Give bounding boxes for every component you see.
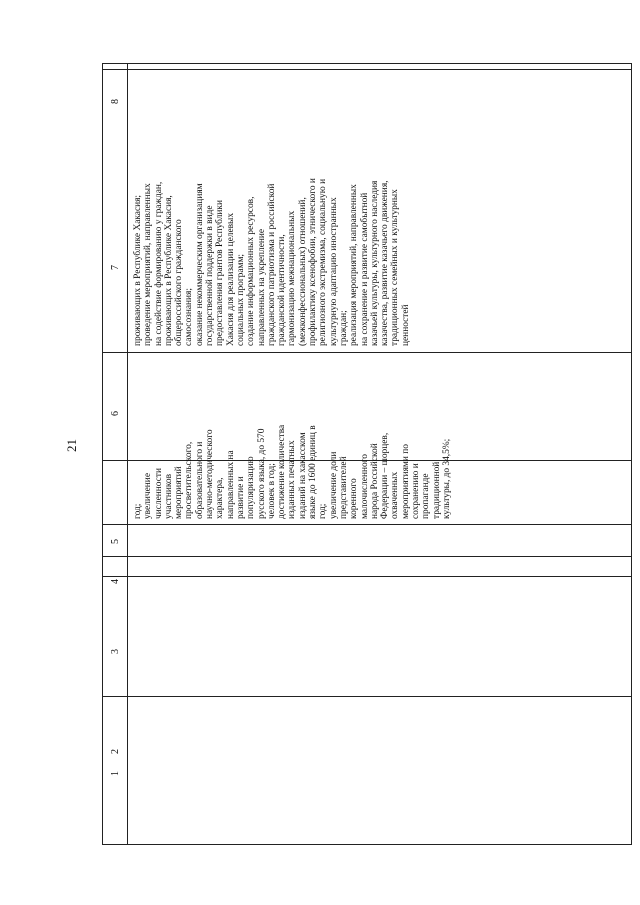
col-divider-5-6 (103, 352, 631, 353)
col7-line: традиционных семейных и культурных (390, 189, 401, 346)
col6-line: численности (153, 468, 164, 519)
col6-line: увеличение доли (328, 451, 339, 519)
col6-line: коренного (349, 478, 360, 519)
col7-line: государственной поддержки в виде (205, 205, 216, 346)
col6-line: изданных печатных (287, 440, 298, 519)
col7-line: культурную адаптацию иностранных (328, 197, 339, 346)
col7-line: предоставления грантов Республики (215, 200, 226, 346)
col7-line: ценностей (400, 304, 411, 346)
col6-text (133, 425, 452, 519)
col7-line: на содействие формированию у граждан, (153, 181, 164, 346)
col7-line: религиозного экстремизма, социальную и (318, 178, 329, 346)
col6-line: пропаганде (421, 473, 432, 519)
col7-line: социальных программ; (235, 254, 246, 346)
col7-line: (межконфессиональных) отношений, (297, 197, 308, 346)
col7-line: самосознания; (184, 288, 195, 346)
col6-line: культуры, до 34,5%; (441, 438, 452, 519)
col7-line: реализация мероприятий, направленных (349, 184, 360, 346)
col6-line: характера, (215, 477, 226, 519)
col6-line: Федерации – шорцев, (380, 432, 391, 519)
col-number-6: 6 (110, 411, 121, 416)
col6-line: достижение количества (277, 424, 288, 519)
col-number-8: 8 (110, 99, 121, 104)
col-number-4: 4 (110, 579, 121, 584)
col6-line: год; (318, 503, 329, 519)
col7-line: казачества, развитие казачьего движения, (380, 180, 391, 346)
col6-line: научно-методического (205, 429, 216, 519)
col7-line: гражданского патриотизма и российской (266, 183, 277, 346)
col7-line: проведение мероприятий, направленных (143, 183, 154, 346)
col7-line: проживающих в Республике Хакасия; (133, 194, 143, 346)
col6-line: год; (133, 503, 143, 519)
col7-line: на сохранение и развитие самобытной (359, 192, 370, 346)
col6-line: направленных на (225, 450, 236, 519)
col6-line: языке до 1600 единиц в (308, 425, 319, 519)
col6-line: мероприятиями по (400, 444, 411, 519)
col6-line: малочисленного (359, 454, 370, 519)
col-number-5: 5 (110, 539, 121, 544)
table (102, 63, 632, 845)
col6-line: народа Российской (369, 443, 380, 519)
col-number-3: 3 (110, 649, 121, 654)
col7-line: казачьей культуры, культурного наследия (369, 180, 380, 346)
col7-line: создание информационных ресурсов, (246, 196, 257, 346)
col-divider-2-3 (103, 576, 631, 577)
col7-line: гармонизацию межнациональных (287, 210, 298, 346)
col6-line: увеличение (143, 473, 154, 519)
col7-line: граждан; (338, 310, 349, 346)
col7-line: Хакасия для реализации целевых (225, 212, 236, 346)
col7-text (133, 178, 411, 346)
col6-line: представителей (338, 456, 349, 519)
col6-line: русского языка, до 570 (256, 428, 267, 519)
col-number-2: 2 (110, 749, 121, 754)
col-divider-4-5 (103, 556, 631, 557)
col7-line: направленных на укрепление (256, 228, 267, 346)
col7-line: общероссийского гражданского (174, 219, 185, 346)
col6-line: охваченных (390, 471, 401, 519)
col7-line: гражданской идентичности, (277, 234, 288, 346)
col7-line: оказание некоммерческим организациям (194, 183, 205, 346)
col7-line: профилактику ксенофобии, этнического и (308, 178, 319, 346)
col6-line: развитие и (235, 476, 246, 519)
col6-line: образовательного и (194, 441, 205, 519)
col6-line: изданий на хакасском (297, 432, 308, 519)
col7-line: проживающих в Республике Хакасия, (163, 195, 174, 346)
col-number-1: 1 (110, 771, 121, 776)
col-divider-top (103, 69, 631, 70)
col6-line: мероприятий (174, 466, 185, 519)
col6-line: сохранению и (411, 463, 422, 519)
col6-line: популяризацию (246, 456, 257, 519)
col-divider-3b (103, 524, 631, 525)
col6-line: просветительского, (184, 441, 195, 519)
col6-line: участников (163, 473, 174, 519)
col6-line: традиционной (431, 461, 442, 519)
col6-line: человек в год; (266, 463, 277, 519)
col-number-7: 7 (110, 265, 121, 270)
page-number: 21 (64, 439, 79, 452)
header-divider (127, 64, 128, 844)
col-divider-1-2 (103, 696, 631, 697)
